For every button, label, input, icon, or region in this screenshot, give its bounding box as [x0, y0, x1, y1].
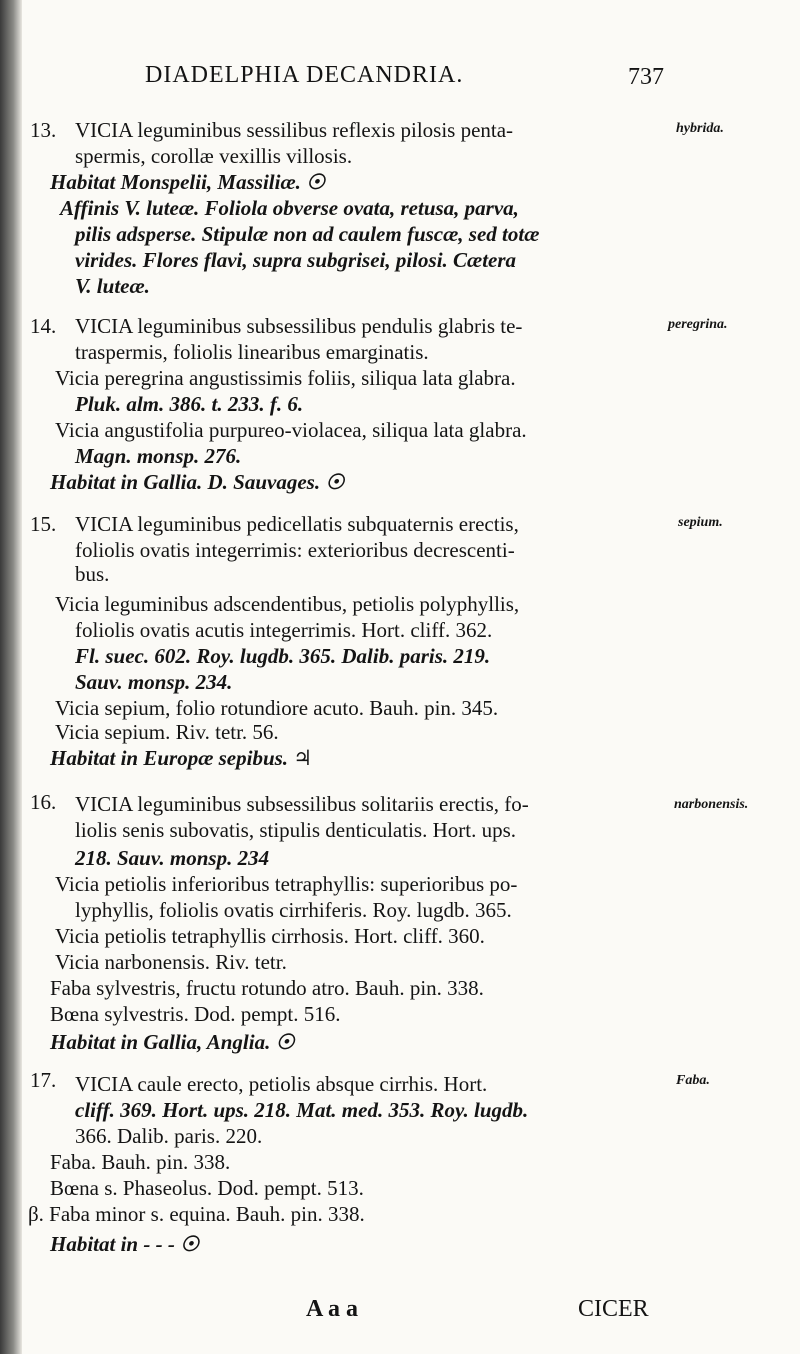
entry-line: liolis senis subovatis, stipulis denticulatis. Hort. ups.	[75, 818, 516, 842]
margin-species-name: hybrida.	[676, 121, 724, 136]
entry-number: 14.	[30, 314, 57, 338]
margin-species-name: Faba.	[676, 1073, 710, 1088]
entry-line: virides. Flores flavi, supra subgrisei, pilosi. Cætera	[75, 248, 517, 272]
entry-line: Vicia petiolis inferioribus tetraphyllis: superioribus po-	[55, 872, 518, 896]
entry-number: 17.	[30, 1068, 57, 1092]
entry-line: Vicia narbonensis. Riv. tetr.	[55, 950, 287, 974]
entry-line: Sauv. monsp. 234.	[75, 670, 233, 694]
entry-line: Habitat in Gallia. D. Sauvages. ☉	[50, 470, 345, 494]
entry-line: pilis adsperse. Stipulæ non ad caulem fuscæ, sed totæ	[75, 222, 540, 246]
entry-line: bus.	[75, 562, 110, 586]
entry-line: Vicia petiolis tetraphyllis cirrhosis. Hort. cliff. 360.	[55, 924, 485, 948]
entry-line: Bœna s. Phaseolus. Dod. pempt. 513.	[50, 1176, 364, 1200]
entry-line: VICIA leguminibus pedicellatis subquaternis erectis,	[75, 512, 519, 536]
entry-line: Vicia peregrina angustissimis foliis, siliqua lata glabra.	[55, 366, 516, 390]
entry-line: V. luteæ.	[75, 274, 150, 298]
entry-line: Vicia sepium, folio rotundiore acuto. Bauh. pin. 345.	[55, 696, 499, 720]
entry-line: 366. Dalib. paris. 220.	[75, 1124, 263, 1148]
entry-number: 16.	[30, 790, 57, 814]
entry-line: foliolis ovatis integerrimis: exterioribus decrescenti-	[75, 538, 515, 562]
signature-mark: A a a	[306, 1296, 359, 1322]
binding-gutter	[0, 0, 22, 1354]
entry-line: lyphyllis, foliolis ovatis cirrhiferis. Roy. lugdb. 365.	[75, 898, 512, 922]
entry-line: VICIA leguminibus subsessilibus solitariis erectis, fo-	[75, 792, 529, 816]
entry-line: spermis, corollæ vexillis villosis.	[75, 144, 353, 168]
entry-line: Faba sylvestris, fructu rotundo atro. Bauh. pin. 338.	[50, 976, 484, 1000]
page-number: 737	[628, 64, 664, 90]
entry-line: Habitat in Gallia, Anglia. ☉	[50, 1030, 295, 1054]
entry-line: traspermis, foliolis linearibus emarginatis.	[75, 340, 429, 364]
entry-line: Fl. suec. 602. Roy. lugdb. 365. Dalib. paris. 219.	[75, 644, 491, 668]
entry-line: VICIA caule erecto, petiolis absque cirrhis. Hort.	[75, 1072, 488, 1096]
entry-line: 218. Sauv. monsp. 234	[75, 846, 270, 870]
running-head: DIADELPHIA DECANDRIA.	[145, 62, 464, 88]
entry-line: VICIA leguminibus subsessilibus pendulis glabris te-	[75, 314, 523, 338]
entry-line: β. Faba minor s. equina. Bauh. pin. 338.	[28, 1202, 365, 1226]
entry-line: Bœna sylvestris. Dod. pempt. 516.	[50, 1002, 341, 1026]
margin-species-name: peregrina.	[668, 317, 728, 332]
margin-species-name: sepium.	[678, 515, 723, 530]
entry-line: cliff. 369. Hort. ups. 218. Mat. med. 353. Roy. lugdb.	[75, 1098, 529, 1122]
entry-line: Habitat in - - - ☉	[50, 1232, 199, 1256]
entry-line: Faba. Bauh. pin. 338.	[50, 1150, 231, 1174]
entry-line: Vicia leguminibus adscendentibus, petiolis polyphyllis,	[55, 592, 520, 616]
entry-line: foliolis ovatis acutis integerrimis. Hort. cliff. 362.	[75, 618, 493, 642]
catchword: CICER	[578, 1296, 649, 1322]
entry-line: Vicia angustifolia purpureo-violacea, siliqua lata glabra.	[55, 418, 527, 442]
entry-number: 13.	[30, 118, 57, 142]
entry-line: Magn. monsp. 276.	[75, 444, 242, 468]
margin-species-name: narbonensis.	[674, 797, 749, 812]
entry-number: 15.	[30, 512, 57, 536]
entry-line: Vicia sepium. Riv. tetr. 56.	[55, 720, 279, 744]
entry-line: Habitat in Europæ sepibus. ♃	[50, 746, 313, 770]
entry-line: Habitat Monspelii, Massiliæ. ☉	[50, 170, 325, 194]
entry-line: VICIA leguminibus sessilibus reflexis pilosis penta-	[75, 118, 514, 142]
entry-line: Pluk. alm. 386. t. 233. f. 6.	[75, 392, 304, 416]
entry-line: Affinis V. luteæ. Foliola obverse ovata, retusa, parva,	[60, 196, 519, 220]
